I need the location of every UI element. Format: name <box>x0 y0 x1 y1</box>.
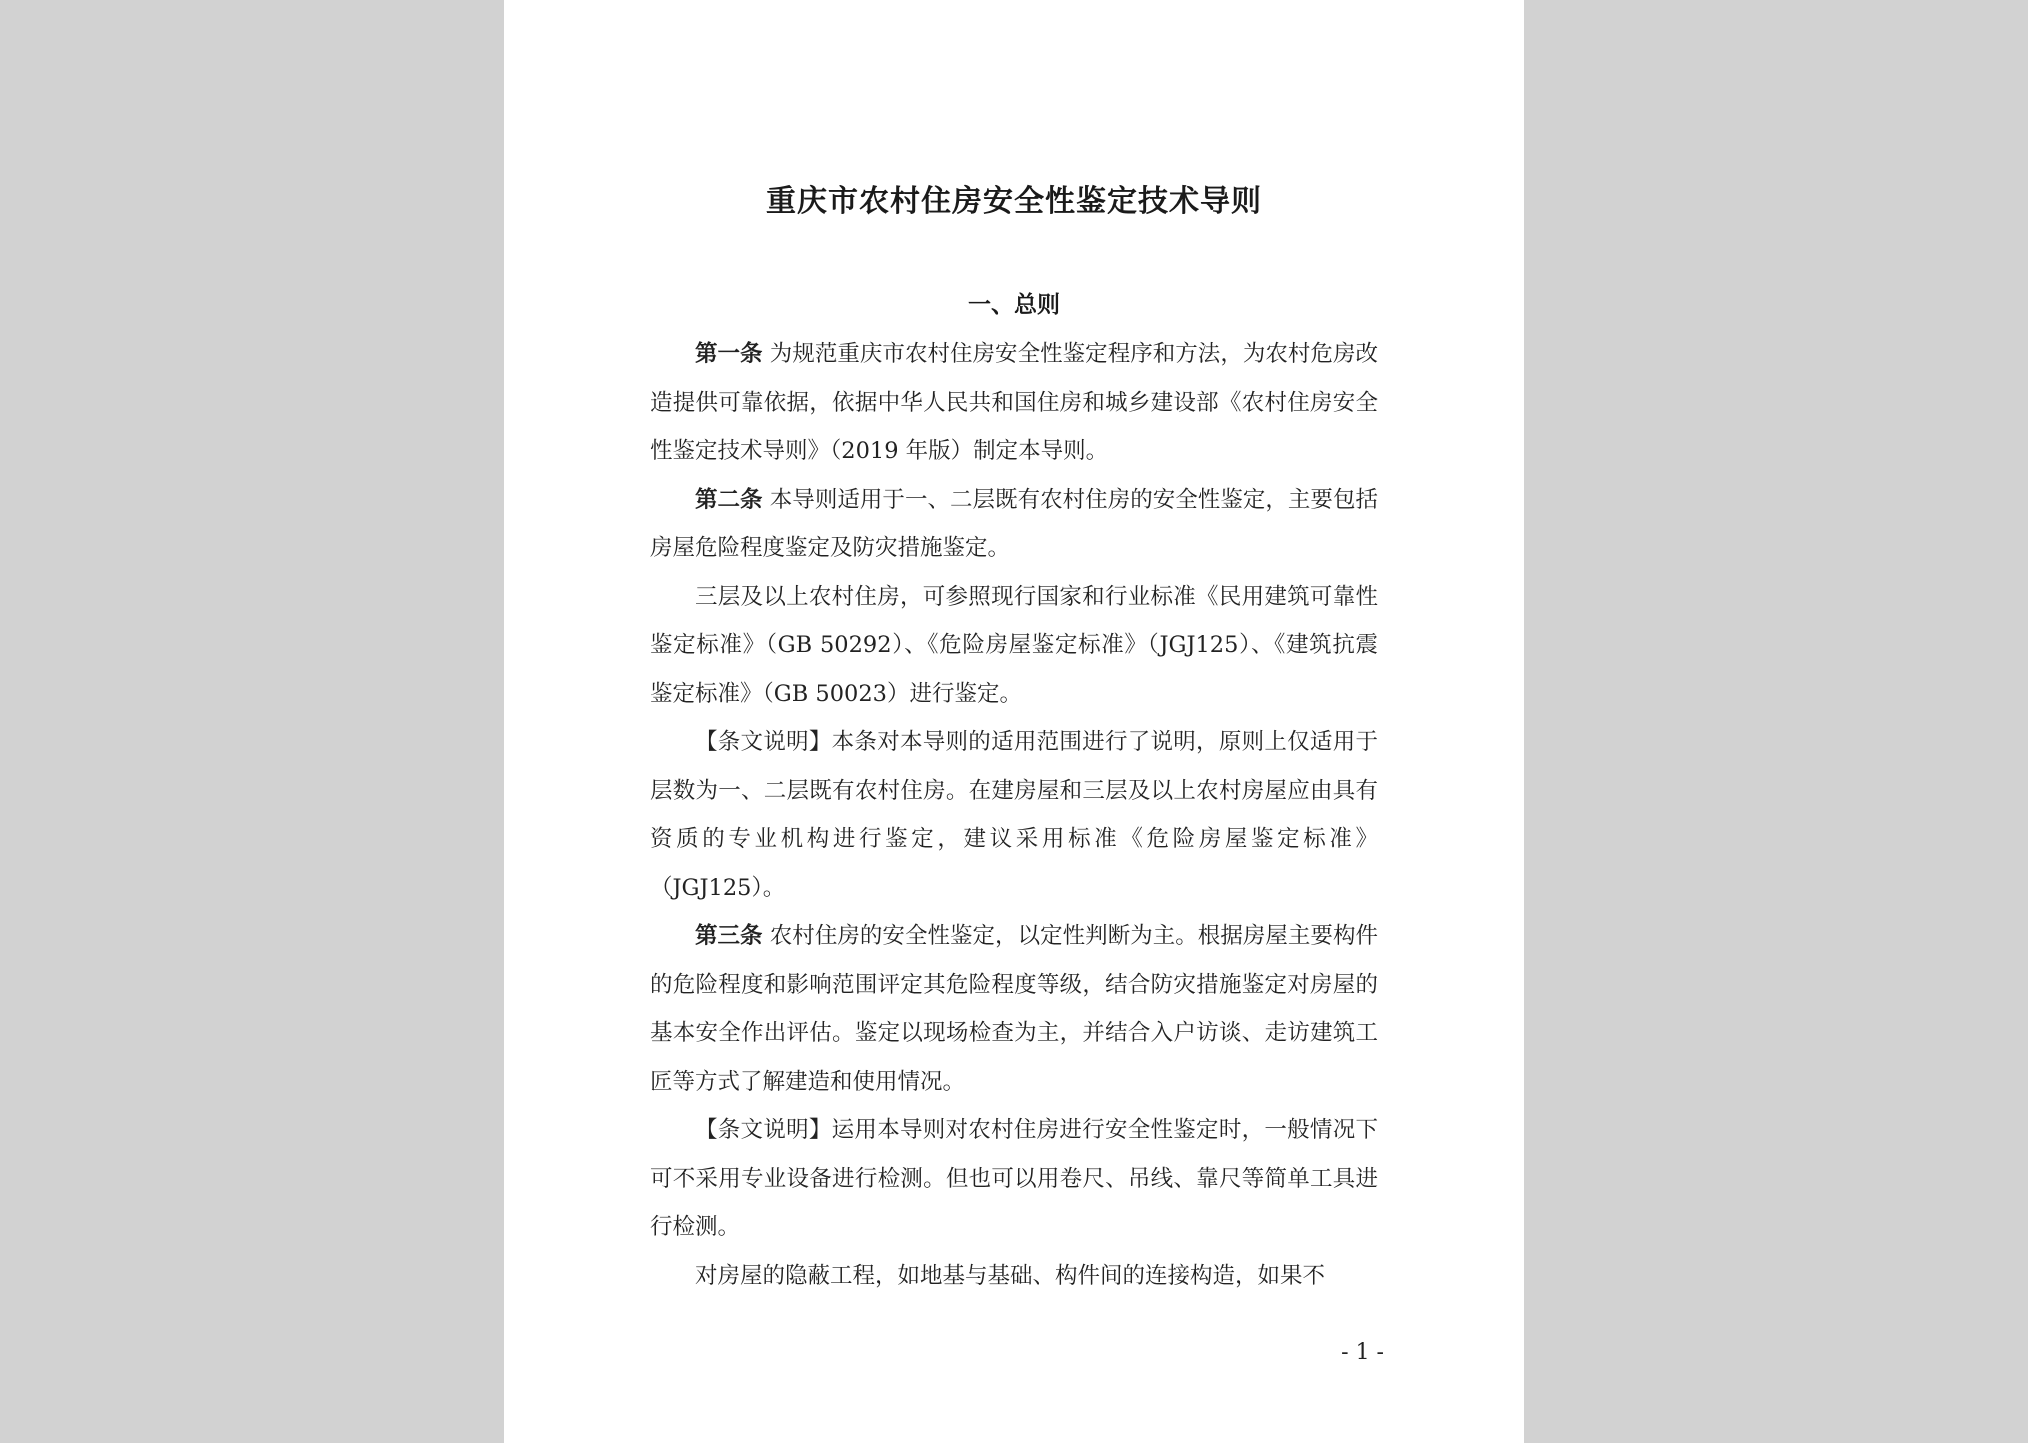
paragraph <box>650 476 1378 573</box>
paragraph-text: 三层及以上农村住房，可参照现行国家和行业标准《民用建筑可靠性鉴定标准》（GB 50292）、《危险房屋鉴定标准》（JGJ125）、《建筑抗震鉴定标准》（GB 50023）进行鉴定。 <box>650 583 1378 707</box>
paragraph-text: 农村住房的安全性鉴定，以定性判断为主。根据房屋主要构件的危险程度和影响范围评定其危险程度等级，结合防灾措施鉴定对房屋的基本安全作出评估。鉴定以现场检查为主，并结合入户访谈、走访建筑工匠等方式了解建造和使用情况。 <box>650 923 1378 1095</box>
page-number: - 1 - <box>1341 1340 1384 1365</box>
document-body <box>650 330 1378 1300</box>
paragraph-text: 【条文说明】本条对本导则的适用范围进行了说明，原则上仅适用于层数为一、二层既有农村住房。在建房屋和三层及以上农村房屋应由具有资质的专业机构进行鉴定，建议采用标准《危险房屋鉴定标准》（JGJ125）。 <box>650 729 1378 901</box>
paragraph-text: 【条文说明】运用本导则对农村住房进行安全性鉴定时，一般情况下可不采用专业设备进行检测。但也可以用卷尺、吊线、靠尺等简单工具进行检测。 <box>650 1117 1378 1240</box>
paragraph-text: 本导则适用于一、二层既有农村住房的安全性鉴定，主要包括房屋危险程度鉴定及防灾措施鉴定。 <box>650 486 1378 561</box>
paragraph <box>650 573 1378 719</box>
document-title: 重庆市农村住房安全性鉴定技术导则 <box>766 184 1262 219</box>
paragraph <box>650 1106 1378 1252</box>
article-label: 第一条 <box>695 341 763 367</box>
paragraph-text: 对房屋的隐蔽工程，如地基与基础、构件间的连接构造，如果不 <box>695 1262 1326 1289</box>
paragraph <box>650 912 1378 1106</box>
paragraph <box>650 1252 1378 1301</box>
document-page <box>504 0 1524 1443</box>
article-label: 第三条 <box>695 923 763 949</box>
paragraph <box>650 330 1378 476</box>
article-label: 第二条 <box>695 486 763 513</box>
paragraph <box>650 718 1378 912</box>
section-heading: 一、总则 <box>968 292 1060 318</box>
paragraph-text: 为规范重庆市农村住房安全性鉴定程序和方法，为农村危房改造提供可靠依据，依据中华人民共和国住房和城乡建设部《农村住房安全性鉴定技术导则》（2019 年版）制定本导则。 <box>650 341 1378 464</box>
